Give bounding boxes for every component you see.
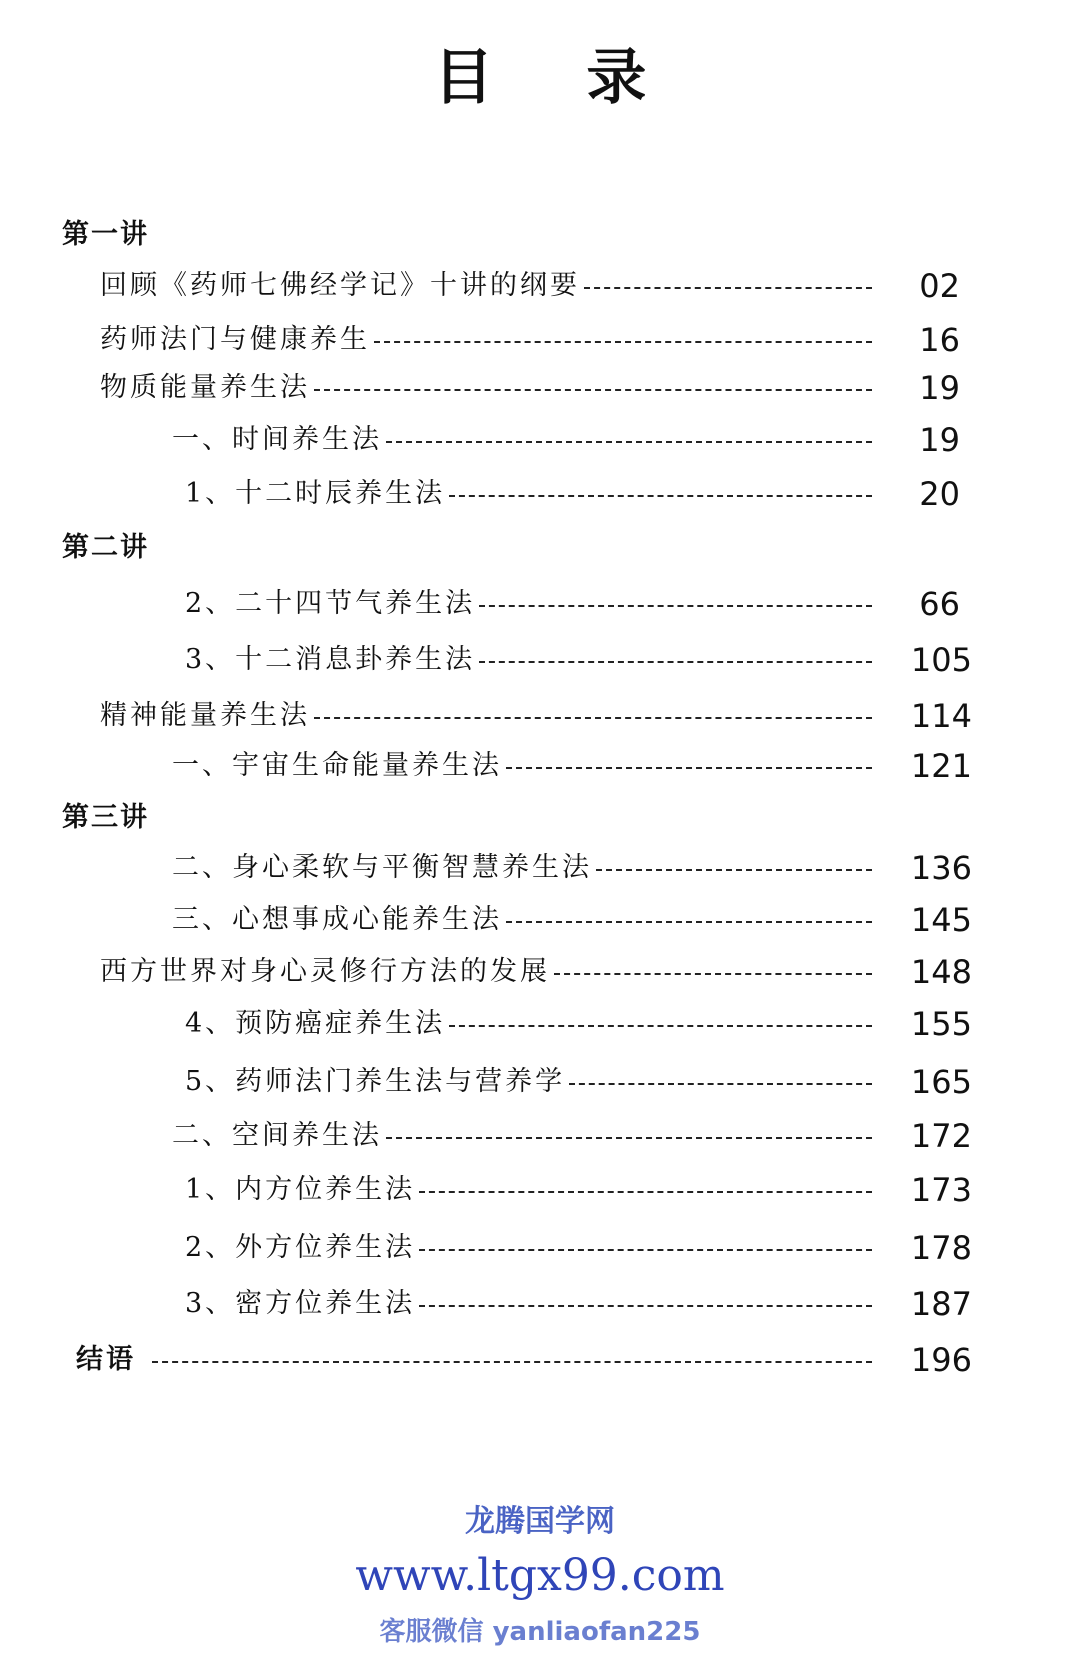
toc-entry-label: 物质能量养生法 (100, 372, 310, 403)
toc-entry-label: 精神能量养生法 (100, 700, 310, 731)
dot-leader (152, 1361, 872, 1363)
dot-leader (569, 1083, 872, 1085)
toc-entry[interactable] (172, 848, 880, 888)
toc-entry-label: 西方世界对身心灵修行方法的发展 (100, 956, 550, 987)
dot-leader (314, 389, 872, 391)
toc-entry-page: 02 (919, 267, 960, 305)
toc-entry-label: 二、空间养生法 (172, 1120, 382, 1151)
toc-entry-page: 148 (910, 953, 972, 991)
toc-entry-closing[interactable] (76, 1340, 880, 1380)
dot-leader (506, 767, 872, 769)
dot-leader (374, 341, 872, 343)
toc-entry-label: 3、十二消息卦养生法 (185, 644, 476, 675)
toc-entry[interactable] (185, 1004, 880, 1044)
dot-leader (419, 1191, 872, 1193)
toc-entry-label: 结语 (76, 1344, 136, 1375)
toc-entry-page: 173 (910, 1171, 972, 1209)
toc-entry[interactable] (100, 266, 880, 306)
toc-entry-page: 114 (910, 697, 972, 735)
toc-entry-page: 66 (919, 585, 960, 623)
page-title: 目 录 (433, 43, 683, 113)
toc-entry-label: 一、宇宙生命能量养生法 (172, 750, 502, 781)
dot-leader (386, 1137, 872, 1139)
toc-entry-label: 药师法门与健康养生 (100, 324, 370, 355)
section-heading-1: 第一讲 (62, 219, 149, 250)
toc-entry[interactable] (185, 1062, 880, 1102)
dot-leader (596, 869, 872, 871)
toc-entry-page: 19 (919, 421, 960, 459)
toc-entry-label: 1、十二时辰养生法 (185, 478, 446, 509)
dot-leader (419, 1249, 872, 1251)
toc-entry-label: 2、外方位养生法 (185, 1232, 416, 1263)
toc-entry-label: 2、二十四节气养生法 (185, 588, 476, 619)
toc-entry[interactable] (185, 1228, 880, 1268)
toc-entry[interactable] (172, 746, 880, 786)
dot-leader (584, 287, 872, 289)
toc-entry[interactable] (100, 368, 880, 408)
toc-entry-page: 19 (919, 369, 960, 407)
toc-entry-page: 145 (910, 901, 972, 939)
toc-entry[interactable] (100, 952, 880, 992)
section-heading-2: 第二讲 (62, 532, 149, 563)
toc-entry-label: 二、身心柔软与平衡智慧养生法 (172, 852, 592, 883)
toc-entry-label: 三、心想事成心能养生法 (172, 904, 502, 935)
toc-entry-page: 178 (910, 1229, 972, 1267)
toc-entry[interactable] (185, 584, 880, 624)
toc-entry[interactable] (185, 640, 880, 680)
dot-leader (479, 661, 872, 663)
toc-entry-page: 121 (910, 747, 972, 785)
dot-leader (506, 921, 872, 923)
dot-leader (314, 717, 872, 719)
toc-entry-page: 165 (910, 1063, 972, 1101)
toc-entry[interactable] (172, 1116, 880, 1156)
toc-entry-page: 105 (910, 641, 972, 679)
dot-leader (386, 441, 872, 443)
toc-entry-label: 一、时间养生法 (172, 424, 382, 455)
toc-entry[interactable] (172, 420, 880, 460)
dot-leader (449, 1025, 872, 1027)
toc-entry-page: 20 (919, 475, 960, 513)
section-heading-3: 第三讲 (62, 802, 149, 833)
toc-entry-label: 1、内方位养生法 (185, 1174, 416, 1205)
dot-leader (479, 605, 872, 607)
toc-entry-label: 回顾《药师七佛经学记》十讲的纲要 (100, 270, 580, 301)
watermark-contact: 客服微信 yanliaofan225 (379, 1617, 701, 1647)
dot-leader (449, 495, 872, 497)
dot-leader (419, 1305, 872, 1307)
watermark-site-name: 龙腾国学网 (465, 1504, 615, 1539)
toc-entry[interactable] (185, 1284, 880, 1324)
toc-entry-page: 16 (919, 321, 960, 359)
toc-entry-label: 4、预防癌症养生法 (185, 1008, 446, 1039)
toc-entry-label: 3、密方位养生法 (185, 1288, 416, 1319)
toc-entry-page: 172 (910, 1117, 972, 1155)
toc-entry-page: 136 (910, 849, 972, 887)
toc-entry[interactable] (100, 696, 880, 736)
toc-entry-page: 196 (910, 1341, 972, 1379)
toc-entry[interactable] (100, 320, 880, 360)
toc-entry[interactable] (172, 900, 880, 940)
dot-leader (554, 973, 872, 975)
watermark-site-url[interactable]: www.ltgx99.com (355, 1550, 725, 1601)
toc-entry[interactable] (185, 474, 880, 514)
toc-entry-page: 155 (910, 1005, 972, 1043)
toc-entry-label: 5、药师法门养生法与营养学 (185, 1066, 566, 1097)
toc-entry-page: 187 (910, 1285, 972, 1323)
toc-entry[interactable] (185, 1170, 880, 1210)
